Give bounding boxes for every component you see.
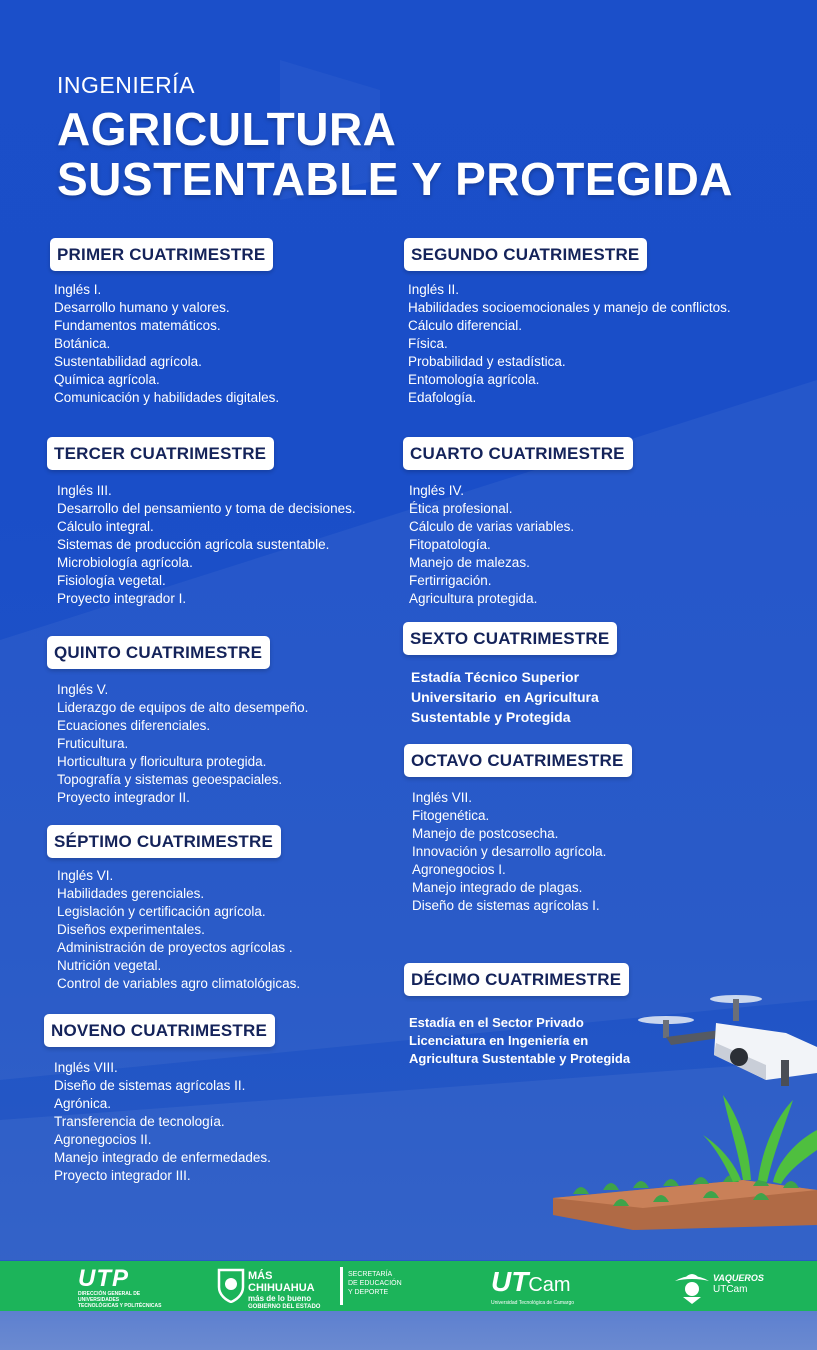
- description-line: Agricultura Sustentable y Protegida: [409, 1051, 631, 1066]
- semester-6: [403, 622, 763, 727]
- subject: Entomología agrícola.: [408, 372, 540, 387]
- semester-title: SEGUNDO CUATRIMESTRE: [404, 238, 647, 271]
- semester-title: QUINTO CUATRIMESTRE: [47, 636, 270, 669]
- utcam-logo: UTCam Universidad Tecnológica de Camargo: [491, 1266, 575, 1306]
- subject: Probabilidad y estadística.: [408, 354, 566, 369]
- subject: Cálculo diferencial.: [408, 318, 523, 333]
- subject: Innovación y desarrollo agrícola.: [412, 844, 607, 859]
- subject: Agronegocios I.: [412, 862, 506, 877]
- subject: Inglés VIII.: [54, 1060, 118, 1075]
- description-line: Sustentable y Protegida: [411, 709, 571, 725]
- subject: Fundamentos matemáticos.: [54, 318, 221, 333]
- semester-1: [50, 238, 410, 407]
- semester-title: SÉPTIMO CUATRIMESTRE: [47, 825, 281, 858]
- subject: Inglés II.: [408, 282, 460, 297]
- semester-10: [404, 963, 704, 1068]
- degree-type: INGENIERÍA: [57, 72, 195, 98]
- semester-title: PRIMER CUATRIMESTRE: [50, 238, 273, 271]
- subject: Inglés I.: [54, 282, 102, 297]
- subject: Fruticultura.: [57, 736, 129, 751]
- bottom-strip: [0, 1311, 817, 1350]
- subject: Habilidades gerenciales.: [57, 886, 205, 901]
- subject: Manejo de malezas.: [409, 555, 530, 570]
- subject: Agrónica.: [54, 1096, 112, 1111]
- subject: Fisiología vegetal.: [57, 573, 166, 588]
- description-line: Estadía Técnico Superior: [411, 669, 580, 685]
- subject: Manejo integrado de enfermedades.: [54, 1150, 271, 1165]
- chihuahua-logo: MÁS CHIHUAHUA más de lo bueno GOBIERNO DEL ESTADO: [248, 1270, 321, 1310]
- subject: Proyecto integrador III.: [54, 1168, 191, 1183]
- subject: Química agrícola.: [54, 372, 160, 387]
- subject-list: [47, 482, 397, 608]
- semester-title: CUARTO CUATRIMESTRE: [403, 437, 633, 470]
- subject: Fitogenética.: [412, 808, 490, 823]
- subject-list: [404, 281, 804, 407]
- subject: Legislación y certificación agrícola.: [57, 904, 266, 919]
- semester-2: [404, 238, 804, 407]
- subject: Control de variables agro climatológicas.: [57, 976, 301, 991]
- subject-list: [44, 1059, 404, 1185]
- subject-list: [404, 789, 764, 915]
- subject: Topografía y sistemas geoespaciales.: [57, 772, 283, 787]
- description-line: Universitario en Agricultura: [411, 689, 599, 705]
- subject: Manejo de postcosecha.: [412, 826, 559, 841]
- subject: Diseños experimentales.: [57, 922, 205, 937]
- subject: Física.: [408, 336, 448, 351]
- subject: Proyecto integrador I.: [57, 591, 187, 606]
- semester-7: [47, 825, 397, 993]
- semester-4: [403, 437, 763, 608]
- vaqueros-logo: VAQUEROS UTCam: [673, 1267, 783, 1305]
- utp-logo: UTP DIRECCIÓN GENERAL DE UNIVERSIDADES TECNOLÓGICAS Y POLITÉCNICAS: [78, 1265, 162, 1309]
- semester-title: NOVENO CUATRIMESTRE: [44, 1014, 275, 1047]
- subject: Horticultura y floricultura protegida.: [57, 754, 267, 769]
- divider: [340, 1267, 343, 1305]
- semester-title: TERCER CUATRIMESTRE: [47, 437, 274, 470]
- subject: Botánica.: [54, 336, 111, 351]
- subject: Sistemas de producción agrícola sustentable.: [57, 537, 330, 552]
- subject: Cálculo de varias variables.: [409, 519, 575, 534]
- subject: Proyecto integrador II.: [57, 790, 190, 805]
- subject: Desarrollo humano y valores.: [54, 300, 230, 315]
- semester-8: [404, 744, 764, 915]
- semester-5: [47, 636, 397, 807]
- description-line: Estadía en el Sector Privado: [409, 1015, 584, 1030]
- subject: Administración de proyectos agrícolas .: [57, 940, 293, 955]
- subject: Desarrollo del pensamiento y toma de decisiones.: [57, 501, 356, 516]
- subject: Inglés III.: [57, 483, 112, 498]
- subject: Inglés IV.: [409, 483, 465, 498]
- page-title: [57, 104, 733, 204]
- subject: Inglés VII.: [412, 790, 473, 805]
- subject: Transferencia de tecnología.: [54, 1114, 225, 1129]
- title-line-2: SUSTENTABLE Y PROTEGIDA: [57, 153, 734, 205]
- subject: Habilidades socioemocionales y manejo de conflictos.: [408, 300, 731, 315]
- subject: Nutrición vegetal.: [57, 958, 162, 973]
- subject: Ética profesional.: [409, 501, 513, 516]
- subject: Liderazgo de equipos de alto desempeño.: [57, 700, 309, 715]
- semester-title: OCTAVO CUATRIMESTRE: [404, 744, 632, 777]
- secretaria-logo: SECRETARÍA DE EDUCACIÓN Y DEPORTE: [348, 1271, 402, 1296]
- subject: Diseño de sistemas agrícolas I.: [412, 898, 600, 913]
- subject: Agronegocios II.: [54, 1132, 152, 1147]
- subject-list: [47, 867, 397, 993]
- semester-3: [47, 437, 397, 608]
- subject: Cálculo integral.: [57, 519, 154, 534]
- subject: Inglés V.: [57, 682, 109, 697]
- internship-description: [409, 1014, 704, 1068]
- subject: Agricultura protegida.: [409, 591, 538, 606]
- subject: Comunicación y habilidades digitales.: [54, 390, 280, 405]
- subject: Microbiología agrícola.: [57, 555, 193, 570]
- subject-list: [47, 681, 397, 807]
- semester-title: DÉCIMO CUATRIMESTRE: [404, 963, 629, 996]
- title-line-1: AGRICULTURA: [57, 103, 397, 155]
- chihuahua-seal-icon: [216, 1267, 246, 1305]
- semester-title: SEXTO CUATRIMESTRE: [403, 622, 617, 655]
- subject: Fitopatología.: [409, 537, 491, 552]
- subject: Diseño de sistemas agrícolas II.: [54, 1078, 246, 1093]
- crop-illustration: [553, 1090, 817, 1230]
- subject-list: [50, 281, 410, 407]
- subject-list: [403, 482, 763, 608]
- subject: Edafología.: [408, 390, 477, 405]
- semester-9: [44, 1014, 404, 1185]
- subject: Ecuaciones diferenciales.: [57, 718, 211, 733]
- footer-logos: [0, 1261, 817, 1311]
- description-line: Licenciatura en Ingeniería en: [409, 1033, 589, 1048]
- subject: Fertirrigación.: [409, 573, 492, 588]
- subject: Manejo integrado de plagas.: [412, 880, 583, 895]
- subject: Inglés VI.: [57, 868, 114, 883]
- cowboy-mascot-icon: [673, 1267, 711, 1305]
- internship-description: [411, 667, 763, 727]
- subject: Sustentabilidad agrícola.: [54, 354, 202, 369]
